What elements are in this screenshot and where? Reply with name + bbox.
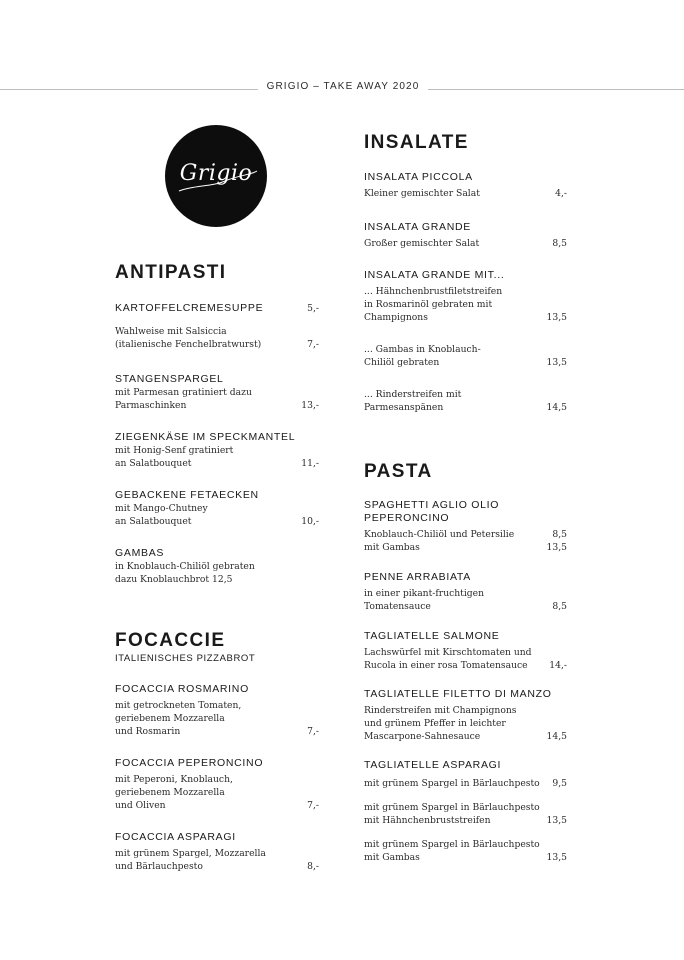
menu-item (364, 221, 567, 250)
item-name: FOCACCIA ROSMARINO (115, 683, 249, 695)
item-price: 14,5 (546, 731, 567, 742)
menu-item-row (364, 237, 567, 250)
focaccie-subtitle: ITALIENISCHES PIZZABROT (115, 653, 256, 664)
item-price: 8,5 (552, 238, 567, 249)
header-title: GRIGIO – TAKE AWAY 2020 (266, 81, 420, 92)
focaccie-title: FOCACCIE (115, 630, 226, 651)
item-description: in einer pikant-fruchtigen Tomatensauce (364, 588, 485, 612)
item-description: Knoblauch-Chiliöl und Petersilie (364, 529, 515, 540)
menu-item (364, 630, 567, 672)
item-price: 13,5 (546, 815, 567, 826)
item-name: FOCACCIA PEPERONCINO (115, 757, 264, 769)
item-description: Rinderstreifen mit Champignons und grünem Pfeffer in leichter Mascarpone-Sahnesauce (364, 705, 517, 742)
menu-item-row (364, 343, 567, 369)
menu-item-row (115, 302, 319, 315)
menu-item (115, 489, 319, 528)
item-description: mit grünem Spargel in Bärlauchpesto (364, 778, 540, 789)
item-name: STANGENSPARGEL (115, 373, 224, 385)
menu-item-row (115, 386, 319, 412)
item-description: mit getrockneten Tomaten, geriebenem Mozzarella und Rosmarin (115, 700, 242, 737)
header-rule-right (428, 89, 684, 90)
menu-item (115, 757, 319, 812)
item-name: KARTOFFELCREMESUPPE (115, 302, 264, 314)
item-price: 10,- (301, 516, 319, 527)
item-name: GEBACKENE FETAECKEN (115, 489, 259, 501)
menu-item-row (364, 646, 567, 672)
item-description: Wahlweise mit Salsiccia (italienische Fenchelbratwurst) (115, 326, 262, 350)
item-price: 11,- (301, 458, 319, 469)
menu-item-row (364, 528, 567, 541)
menu-item (115, 431, 319, 470)
item-description: mit Peperoni, Knoblauch, geriebenem Mozzarella und Oliven (115, 774, 233, 811)
item-price: 7,- (307, 800, 319, 811)
item-price: 13,5 (546, 312, 567, 323)
insalate-section (364, 132, 567, 422)
pasta-section (364, 461, 567, 881)
item-price: 8,- (307, 861, 319, 872)
item-description: mit grünem Spargel in Bärlauchpesto mit Gambas (364, 839, 540, 863)
menu-item-row (364, 587, 567, 613)
item-price: 14,5 (546, 402, 567, 413)
menu-item-row (364, 777, 567, 790)
menu-item (115, 302, 319, 351)
menu-item-row (364, 801, 567, 827)
menu-item-row (364, 187, 567, 200)
item-description: mit grünem Spargel in Bärlauchpesto mit Hähnchenbruststreifen (364, 802, 540, 826)
menu-item (115, 831, 319, 873)
menu-item-row (115, 699, 319, 738)
item-description: ... Gambas in Knoblauch- Chiliöl gebraten (364, 344, 481, 368)
menu-item-row (364, 388, 567, 414)
item-description: Großer gemischter Salat (364, 238, 480, 249)
insalate-title: INSALATE (364, 132, 469, 153)
menu-item-row (115, 502, 319, 528)
item-price: 14,- (549, 660, 567, 671)
item-name: GAMBAS (115, 547, 165, 559)
item-description: ... Rinderstreifen mit Parmesanspänen (364, 389, 462, 413)
menu-item (364, 171, 567, 200)
menu-item-row (364, 704, 567, 743)
menu-item-row (364, 541, 567, 554)
menu-item-row (115, 444, 319, 470)
antipasti-section (115, 262, 319, 592)
item-name: INSALATA GRANDE MIT... (364, 269, 505, 281)
item-description: Lachswürfel mit Kirschtomaten und Rucola in einer rosa Tomatensauce (364, 647, 532, 671)
pasta-title: PASTA (364, 461, 433, 482)
item-name: FOCACCIA ASPARAGI (115, 831, 236, 843)
item-price: 5,- (307, 303, 319, 314)
menu-item (364, 571, 567, 613)
item-description: ... Hähnchenbrustfiletstreifen in Rosmarinöl gebraten mit Champignons (364, 286, 503, 323)
item-description: mit grünem Spargel, Mozzarella und Bärlauchpesto (115, 848, 266, 872)
item-name: TAGLIATELLE ASPARAGI (364, 759, 502, 771)
focaccie-section (115, 630, 319, 890)
menu-item (364, 269, 567, 414)
antipasti-title: ANTIPASTI (115, 262, 227, 283)
item-price: 13,5 (546, 357, 567, 368)
item-name: TAGLIATELLE SALMONE (364, 630, 500, 642)
menu-item (115, 373, 319, 412)
item-price: 9,5 (552, 778, 567, 789)
item-description: mit Gambas (364, 542, 420, 553)
logo-text: Grigio (179, 161, 253, 186)
menu-item-row (364, 838, 567, 864)
item-price: 13,5 (546, 852, 567, 863)
header-rule-left (0, 89, 258, 90)
item-description: Kleiner gemischter Salat (364, 188, 480, 199)
menu-item-row (115, 560, 319, 586)
item-name: INSALATA PICCOLA (364, 171, 473, 183)
item-price: 8,5 (552, 601, 567, 612)
menu-item-row (115, 847, 319, 873)
item-price: 4,- (555, 188, 567, 199)
item-name: INSALATA GRANDE (364, 221, 471, 233)
item-description: mit Parmesan gratiniert dazu Parmaschinken (115, 387, 252, 411)
item-description: mit Mango-Chutney an Salatbouquet (115, 503, 208, 527)
menu-item (364, 499, 567, 554)
item-price: 13,- (301, 400, 319, 411)
menu-item (364, 688, 567, 743)
item-name: TAGLIATELLE FILETTO DI MANZO (364, 688, 552, 700)
item-description: mit Honig-Senf gratiniert an Salatbouquet (115, 445, 234, 469)
menu-item-row (115, 325, 319, 351)
item-price: 8,5 (552, 529, 567, 540)
menu-item-row (115, 773, 319, 812)
item-name: ZIEGENKÄSE IM SPECKMANTEL (115, 431, 296, 443)
item-name: PENNE ARRABIATA (364, 571, 471, 583)
item-description: in Knoblauch-Chiliöl gebraten dazu Knoblauchbrot 12,5 (115, 561, 255, 585)
grigio-logo (165, 125, 267, 227)
item-price: 7,- (307, 339, 319, 350)
menu-item (115, 547, 319, 586)
item-price: 13,5 (546, 542, 567, 553)
item-price: 7,- (307, 726, 319, 737)
menu-item-row (364, 285, 567, 324)
item-name: SPAGHETTI AGLIO OLIO PEPERONCINO (364, 499, 500, 524)
menu-item (364, 759, 567, 864)
menu-item (115, 683, 319, 738)
